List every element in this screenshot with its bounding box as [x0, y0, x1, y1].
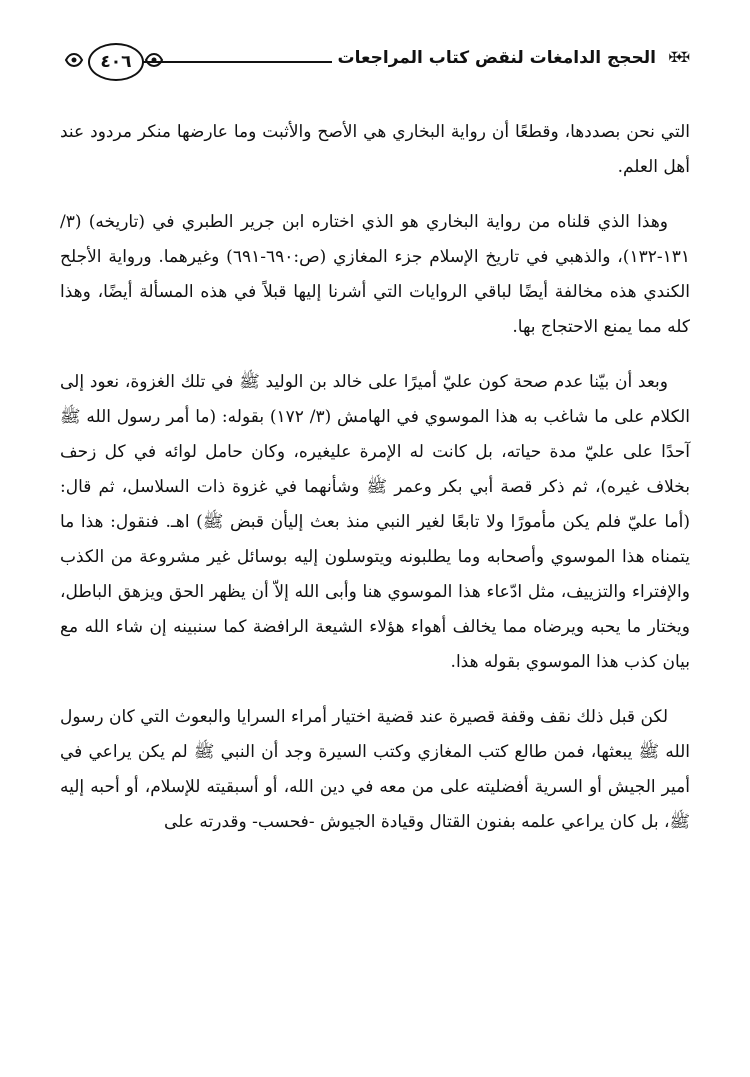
paragraph: وهذا الذي قلناه من رواية البخاري هو الذي اختاره ابن جرير الطبري في (تاريخه) (٣/ ١٣١-١٣٢)، والذهبي في تاريخ الإسلام جزء المغازي (ص:٦٩٠-٦٩١) وغيرهما. ورواية الأجلح الكندي هذه مخالفة أيضًا لباقي الروايات التي أشرنا إليها قبلاً في هذه المسألة أيضًا، وهذا كله مما يمنع الاحتجاج بها.: [60, 212, 690, 337]
ornament-swirl-icon: [64, 50, 84, 70]
header-title: الحجج الدامغات لنقض كتاب المراجعات: [332, 48, 662, 68]
paragraph: لكن قبل ذلك نقف وقفة قصيرة عند قضية اختيار أمراء السرايا والبعوث التي كان رسول الله ﷺ يبعثها، فمن طالع كتب المغازي وكتب السيرة وجد أن النبي ﷺ لم يكن يراعي في أمير الجيش أو السرية أفضليته على من معه في دين الله، أو أسبقيته للإسلام، أو أحبه إليه ﷺ، بل كان يراعي علمه بفنون القتال وقيادة الجيوش -فحسب- وقدرته على: [60, 707, 690, 832]
header-ornament-right: ✠✠: [668, 50, 688, 66]
body-text: [60, 115, 690, 860]
page-number: ٤٠٦: [88, 43, 144, 81]
running-header: [60, 42, 690, 82]
ornament-swirl-icon: [144, 50, 164, 70]
paragraph: وبعد أن بيّنا عدم صحة كون عليّ أميرًا على خالد بن الوليد ﷺ في تلك الغزوة، نعود إلى الكلام على ما شاغب به هذا الموسوي في الهامش (٣/ ١٧٢) بقوله: (ما أمر رسول الله ﷺ آحدًا على عليّ مدة حياته، بل كانت له الإمرة عليغيره، وكان حامل لوائه في كل زحف بخلاف غيره)، ثم ذكر قصة أبي بكر وعمر ﷺ وشأنهما في غزوة ذات السلاسل، ثم قال: (أما عليّ فلم يكن مأمورًا ولا تابعًا لغير النبي منذ بعث إليأن قبض ﷺ) اهـ. فنقول: هذا ما يتمناه هذا الموسوي وأصحابه وما يطلبونه ويتوسلون إليه بوسائل غير مشروعة من الكذب والإفتراء والتزييف، مثل ادّعاء هذا الموسوي هنا وأبى الله إلاّ أن يظهر الحق ويزهق الباطل، ويختار ما يحبه ويرضاه مما يخالف أهواء هؤلاء الشيعة الرافضة كما سنبينه إن شاء الله مع بيان كذب هذا الموسوي بقوله هذا.: [60, 372, 690, 672]
paragraph: التي نحن بصددها، وقطعًا أن رواية البخاري هي الأصح والأثبت وما عارضها منكر مردود عند أهل العلم.: [60, 122, 690, 177]
